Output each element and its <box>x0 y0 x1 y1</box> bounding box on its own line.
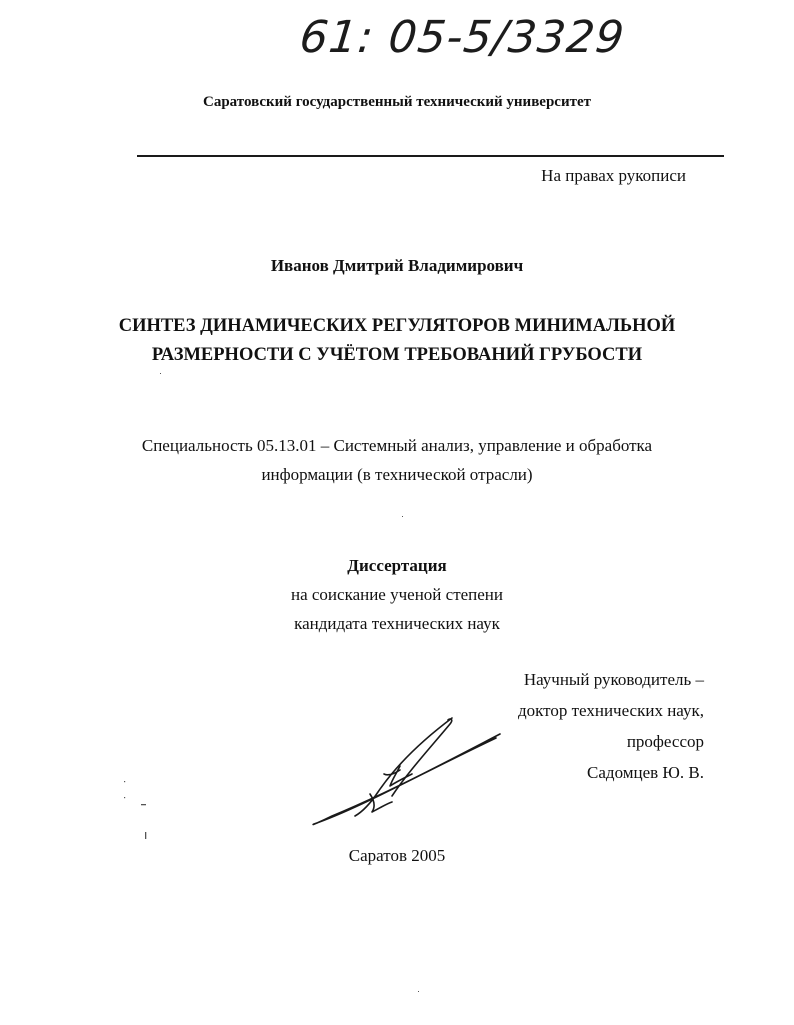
university-name: Саратовский государственный технический университет <box>203 94 591 110</box>
catalogue-number: 61: 05-5/3329 <box>297 12 628 63</box>
specialty-line-1: Специальность 05.13.01 – Системный анализ, управление и обработка <box>141 436 653 455</box>
city-year: Саратов 2005 <box>348 846 446 865</box>
advisor-line-2: доктор технических наук, <box>517 701 704 720</box>
degree-line-1: на соискание ученой степени <box>290 585 504 604</box>
title-line-2: РАЗМЕРНОСТИ С УЧЁТОМ ТРЕБОВАНИЙ ГРУБОСТИ <box>151 345 643 365</box>
degree-line-2: кандидата технических наук <box>294 614 500 633</box>
advisor-line-1: Научный руководитель – <box>523 670 704 689</box>
dissertation-heading: Диссертация <box>347 556 447 575</box>
title-line-1: СИНТЕЗ ДИНАМИЧЕСКИХ РЕГУЛЯТОРОВ МИНИМАЛЬНОЙ <box>118 316 676 336</box>
rights-note: На правах рукописи <box>541 166 686 185</box>
author-name: Иванов Дмитрий Владимирович <box>270 256 524 275</box>
advisor-name: Садомцев Ю. В. <box>587 763 704 782</box>
specialty-line-2: информации (в технической отрасли) <box>261 465 533 484</box>
advisor-line-3: профессор <box>626 732 704 751</box>
